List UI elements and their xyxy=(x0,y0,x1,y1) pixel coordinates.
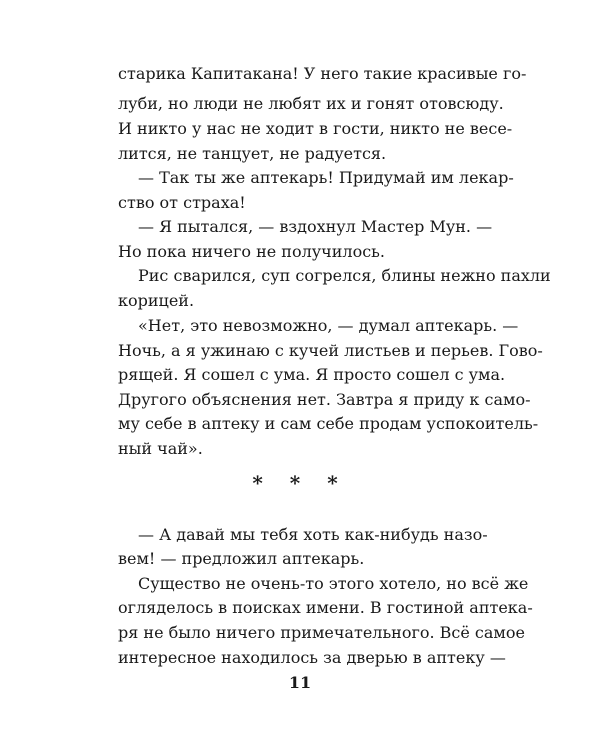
text-line: интересное находилось за дверью в аптеку — xyxy=(118,648,506,667)
page-number: 11 xyxy=(288,673,312,692)
text-line: корицей. xyxy=(118,291,195,310)
text-line: Но пока ничего не получилось. xyxy=(118,242,385,261)
text-line: Существо не очень-то этого хотело, но всё же xyxy=(138,574,529,593)
text-line: И никто у нас не ходит в гости, никто не весе- xyxy=(118,119,513,138)
text-line: — Я пытался, — вздохнул Мастер Мун. — xyxy=(138,217,493,236)
text-line: Ночь, а я ужинаю с кучей листьев и перьев. Гово- xyxy=(118,341,543,360)
text-line: — Так ты же аптекарь! Придумай им лекар- xyxy=(138,168,514,187)
text-line: старика Капитакана! У него такие красивые го- xyxy=(118,64,527,83)
text-line: рящей. Я сошел с ума. Я просто сошел с ума. xyxy=(118,365,506,384)
text-line: ство от страха! xyxy=(118,193,246,212)
text-line: ря не было ничего примечательного. Всё самое xyxy=(118,623,525,642)
text-line: «Нет, это невозможно, — думал аптекарь. — xyxy=(138,316,519,335)
text-line: огляделось в поисках имени. В гостиной аптека- xyxy=(118,598,533,617)
text-line: Другого объяснения нет. Завтра я приду к само- xyxy=(118,390,531,409)
text-line: луби, но люди не любят их и гонят отовсюду. xyxy=(118,94,504,113)
text-line: вем! — предложил аптекарь. xyxy=(118,549,365,568)
text-line: лится, не танцует, не радуется. xyxy=(118,144,387,163)
text-line: ный чай». xyxy=(118,439,203,458)
section-break-asterism: * * * xyxy=(252,471,348,495)
text-line: — А давай мы тебя хоть как-нибудь назо- xyxy=(138,525,488,544)
text-line: му себе в аптеку и сам себе продам успокоитель- xyxy=(118,414,539,433)
text-line: Рис сварился, суп согрелся, блины нежно пахли xyxy=(138,266,551,285)
